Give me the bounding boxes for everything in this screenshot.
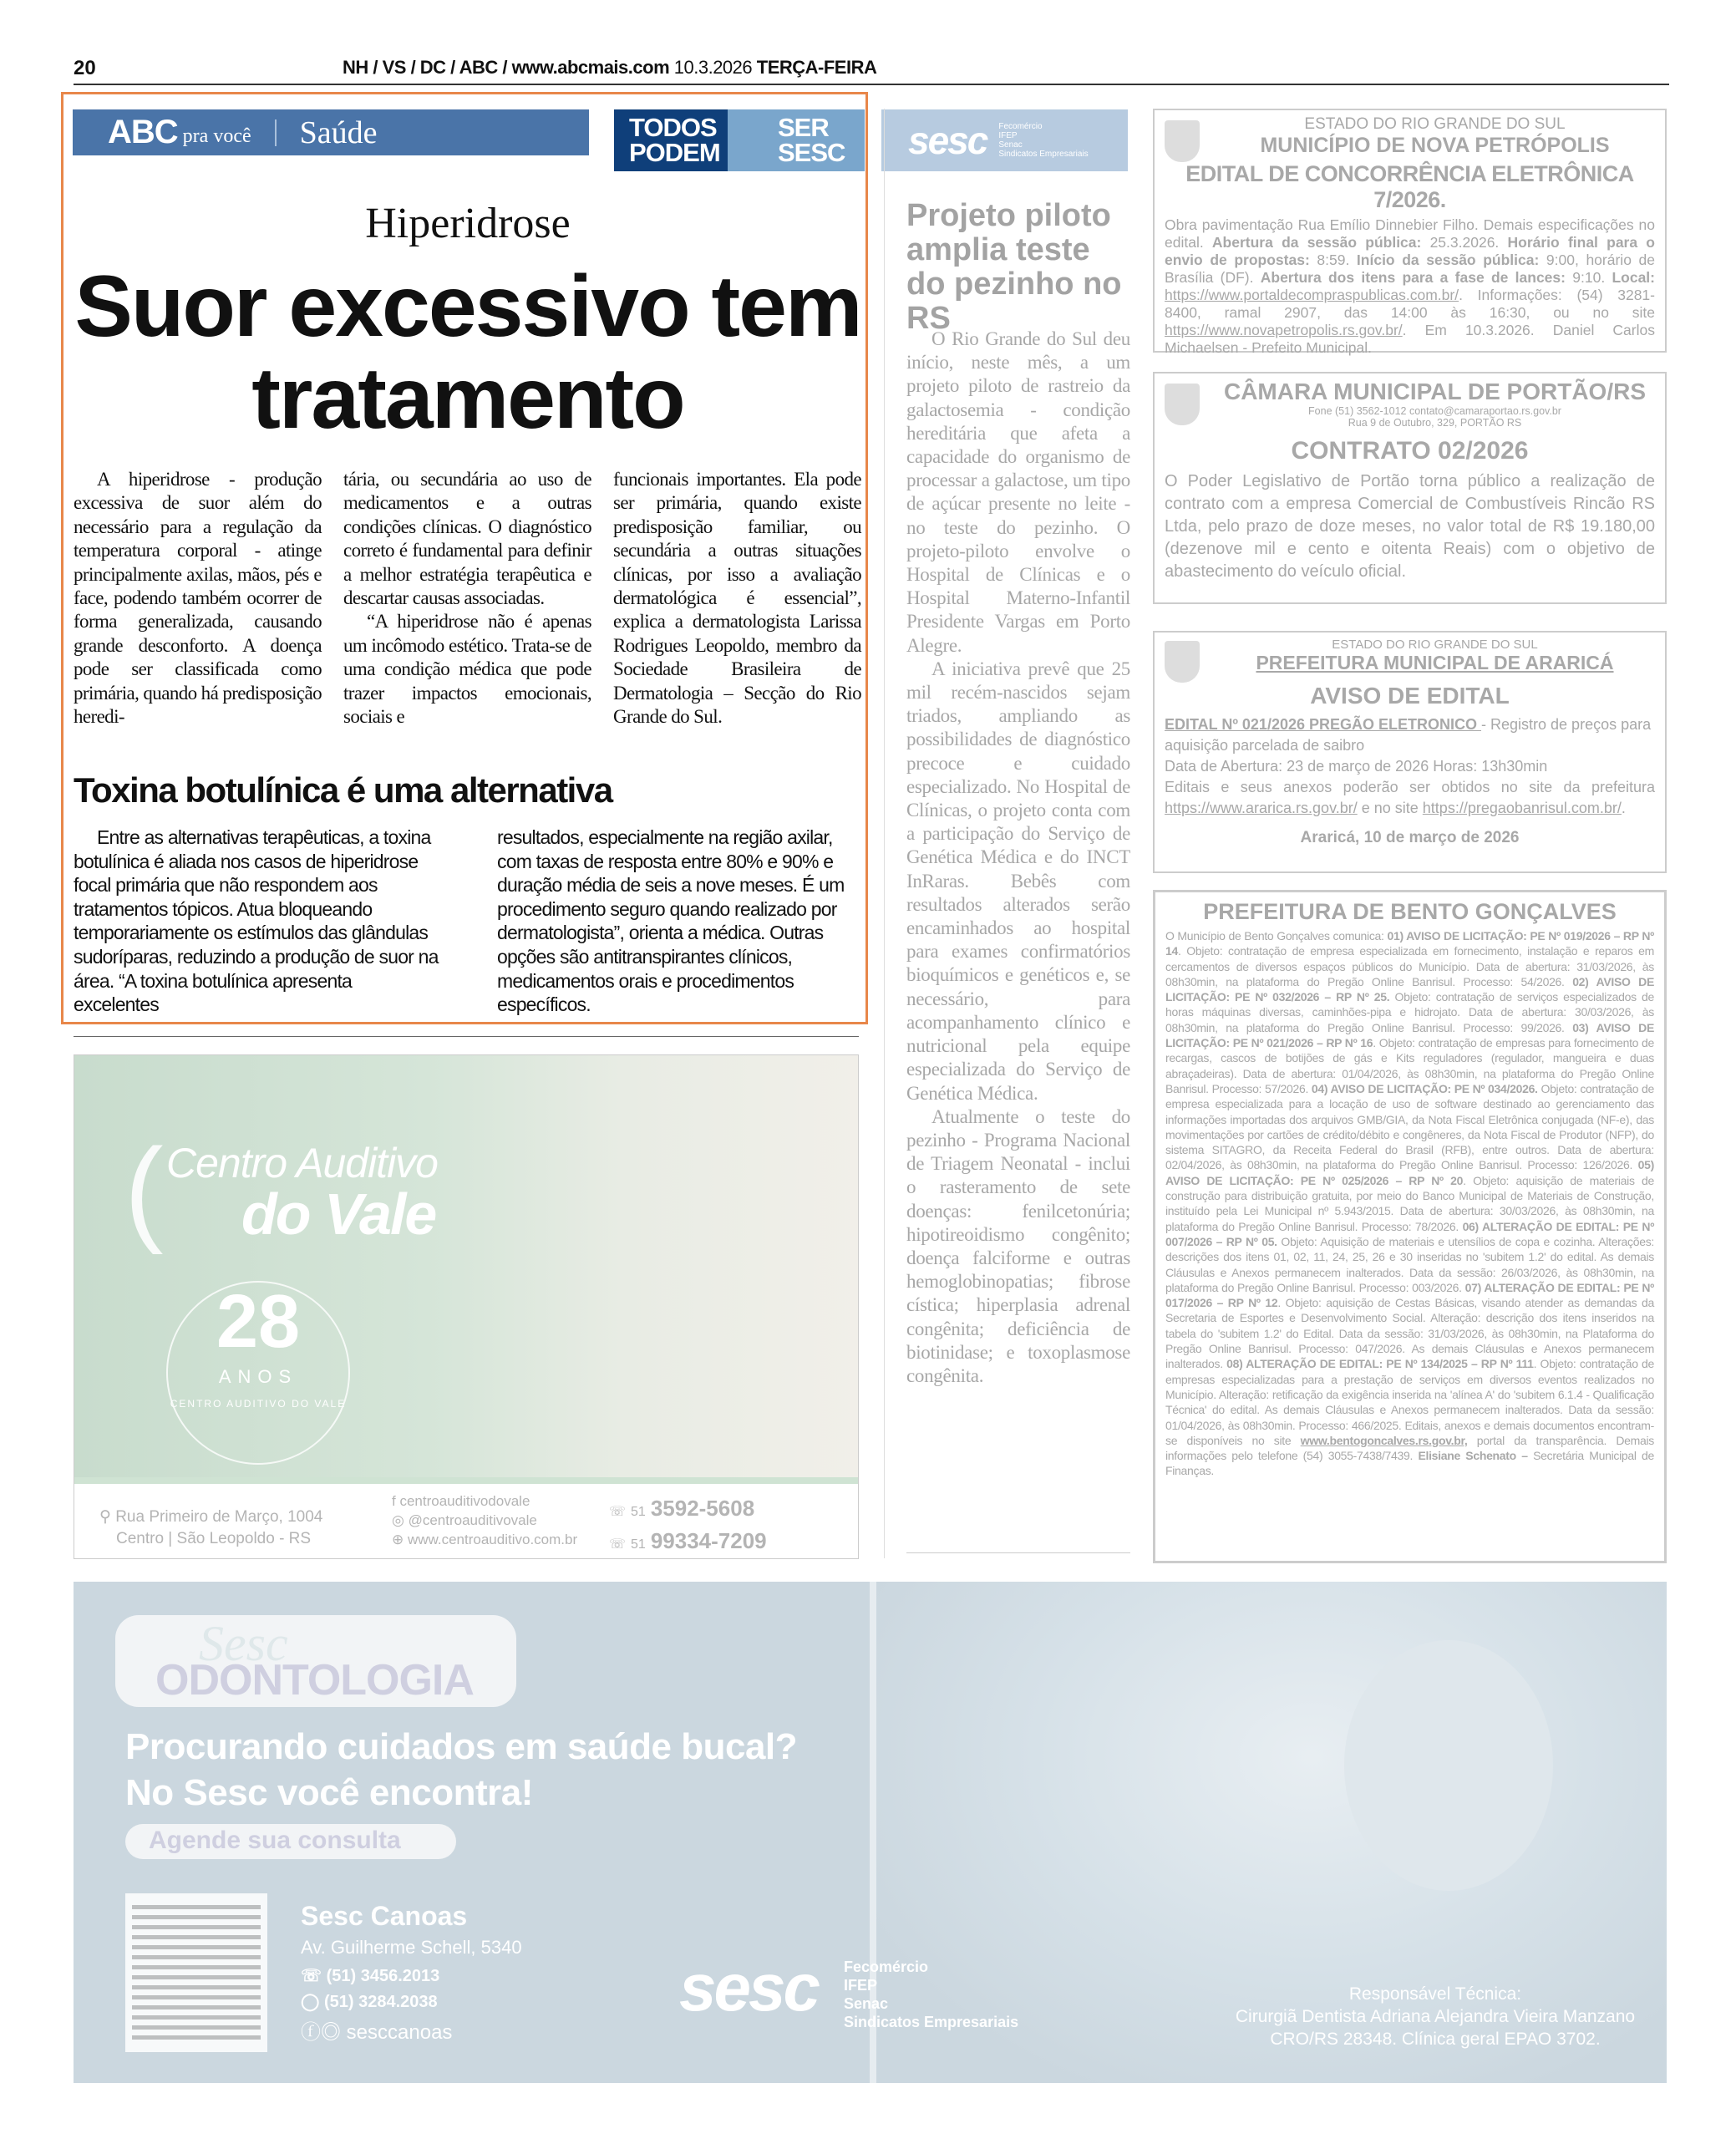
- notice-body: [1165, 928, 1654, 1479]
- notice-text: . Objeto: contratação de empresas especializadas para a prestação de serviços em diversos eventos realizados no Município. Alteração: retificação da exigência inserida na 'alínea A' do 'subitem 6.1.4 - Qualificação Técnica' do edital. As demais Cláusulas e Anexos permanecem inalterados. Data da sessão: 01/04/2026, às 08h30min. Processo: 466/2025. Editais, anexos e demais documentos encontram-se disponíveis no site: [1165, 1357, 1654, 1447]
- section-banner: [73, 109, 589, 155]
- notice-text: 8:59.: [1309, 251, 1357, 268]
- whatsapp-icon: ◯: [301, 1993, 324, 2011]
- paragraph: tária, ou secundária ao uso de medicamentos e a outras condições clínicas. O diagnóstico correto é fundamental para definir a melhor estratégia terapêutica e descartar causas associadas.: [343, 469, 591, 609]
- ad-contact: [301, 1901, 522, 2045]
- notice-camara-portao: [1153, 372, 1667, 604]
- todos-podem-logo: TODOS PODEM: [614, 109, 728, 171]
- notice-text: .: [1621, 800, 1626, 816]
- sesc-logo: sesc: [908, 119, 987, 162]
- article-headline: Suor excessivo tem tratamento: [74, 258, 861, 447]
- notice-text: O Município de Bento Gonçalves comunica:: [1165, 929, 1388, 942]
- globe-icon: ⊕: [392, 1532, 404, 1547]
- notice-text: . Objeto: contratação de empresa especializada em fornecimento, instalação e reparos em cercamentos de diversos espaços públicos do Município. Data de abertura: 31/03/2026, às 08h30min, na plataforma do Pregão Online Banrisul. Processo: 54/2026.: [1165, 944, 1654, 988]
- notice-text: Obra pavimentação Rua Emílio Dinnebier Filho. Demais especificações no edital.: [1165, 216, 1655, 251]
- ad-headline: [125, 1724, 797, 1816]
- cta-button[interactable]: Agende sua consulta: [125, 1824, 456, 1859]
- divider: [74, 1477, 858, 1484]
- area-code: 51: [631, 1505, 646, 1519]
- notice-text: 06) ALTERAÇÃO DE EDITAL: PE Nº 007/2026 – RP Nº 05.: [1165, 1219, 1655, 1248]
- headline-line: No Sesc você encontra!: [125, 1772, 533, 1813]
- paragraph: resultados, especialmente na região axilar, com taxas de resposta entre 80% e 90% e duração média de seis a nove meses. É um procedimento seguro quando realizado por dermatologista”, orienta a médica. Outras opções são antitranspirantes clínicos, medicamentos orais e procedimentos específicos.: [497, 826, 845, 1016]
- qr-code-icon[interactable]: [125, 1893, 267, 2052]
- masthead-sites: NH / VS / DC / ABC / www.abcmais.com: [343, 57, 670, 78]
- partner: Sindicatos Empresariais: [998, 150, 1089, 159]
- unit-name: Sesc Canoas: [301, 1901, 468, 1931]
- notice-text: Horário final para o envio de propostas:: [1165, 234, 1655, 268]
- notice-body: [1165, 714, 1655, 756]
- ad-sesc-odontologia[interactable]: [74, 1582, 1667, 2083]
- partner: Senac: [844, 1995, 889, 2012]
- brand-script: Sesc: [199, 1616, 288, 1671]
- masthead: [343, 57, 876, 79]
- ear-icon: (: [124, 1124, 164, 1255]
- facebook-icon: ⓕ: [301, 2021, 321, 2044]
- paragraph: Atualmente o teste do pezinho - Programa Nacional de Triagem Neonatal - inclui o rasteramento de sete doenças: fenilcetonúria; hipotireoidismo congênito; doença falciforme e outras hemoglobinopatias; fibrose cística; hiperplasia adrenal congênita; deficiência de biotinidase; e toxoplasmose congênita.: [906, 1105, 1130, 1386]
- subsection-body: [74, 826, 862, 1017]
- credit-line: Cirurgiã Dentista Adriana Alejandra Vieira Manzano: [1235, 2007, 1636, 2026]
- notice-text: 9:10.: [1565, 269, 1612, 286]
- sesc-partners: [998, 122, 1088, 159]
- notice-body: O Poder Legislativo de Portão torna público a realização de contrato com a empresa Comercial de Combustíveis Rincão RS Ltda, pelo prazo de doze meses, no valor total de R$ 19.180,00 (dezenove mil e cento e oitenta Reais) com o objetivo de abastecimento do veículo oficial.: [1165, 472, 1655, 581]
- ad-address: [99, 1506, 322, 1550]
- notice-state: ESTADO DO RIO GRANDE DO SUL: [1332, 638, 1538, 652]
- notice-date: Data de Abertura: 23 de março de 2026 Horas: 13h30min: [1165, 758, 1548, 775]
- notice-org: MUNICÍPIO DE NOVA PETRÓPOLIS: [1260, 134, 1610, 157]
- notice-contact: Fone (51) 3562-1012 contato@camaraportao.rs.gov.br: [1308, 405, 1561, 417]
- phone-number[interactable]: 3592-5608: [650, 1496, 755, 1521]
- ad-phones: [609, 1494, 767, 1559]
- crest-icon: [1165, 384, 1200, 425]
- notice-address: Rua 9 de Outubro, 329, PORTÃO RS: [1348, 417, 1522, 429]
- divider: [906, 1552, 1130, 1553]
- notice-text: 05) AVISO DE LICITAÇÃO: PE Nº 025/2026 – RP Nº 20: [1165, 1158, 1654, 1187]
- notice-link[interactable]: https://www.novapetropolis.rs.gov.br/: [1165, 322, 1403, 338]
- area-code: 51: [631, 1537, 646, 1552]
- partner: IFEP: [998, 131, 1018, 140]
- notice-link[interactable]: https://www.portaldecompraspublicas.com.br/: [1165, 287, 1459, 303]
- ad-brand-sub: do Vale: [241, 1181, 436, 1247]
- section-name: Saúde: [299, 114, 378, 150]
- notice-text: 02) AVISO DE LICITAÇÃO: PE Nº 032/2026 – RP Nº 25.: [1165, 974, 1654, 1004]
- side-article-headline: Projeto piloto amplia teste do pezinho no RS: [906, 198, 1122, 336]
- sesc-partners: [844, 1958, 1018, 2031]
- instagram-icon: ◎: [392, 1512, 404, 1528]
- notice-text: Abertura dos itens para a fase de lances:: [1260, 269, 1566, 286]
- notice-text: . Objeto: contratação de empresas para fornecimento de recargas, cascos de botijões de gás e Kits reguladores (regulador, mangueira e duas abraçadeiras). Data de abertura: 01/04/2026, às 08h30min, na plataforma do Pregão Online Banrisul. Processo: 57/2026.: [1165, 1036, 1654, 1095]
- notice-text: Abertura da sessão pública:: [1211, 234, 1422, 251]
- notice-link[interactable]: https://www.ararica.rs.gov.br/: [1165, 800, 1358, 816]
- address-line: Centro | São Leopoldo - RS: [116, 1530, 312, 1547]
- notice-text: Início da sessão pública:: [1356, 251, 1540, 268]
- ad-centro-auditivo[interactable]: [74, 1054, 859, 1559]
- ad-brand: Centro Auditivo: [166, 1140, 438, 1186]
- address-line: Rua Primeiro de Março, 1004: [115, 1508, 323, 1526]
- notice-text: - Registro de preços para aquisição parcelada de saibro: [1165, 716, 1652, 754]
- article-kicker: Hiperidrose: [365, 200, 571, 247]
- paragraph: Entre as alternativas terapêuticas, a toxina botulínica é aliada nos casos de hiperidrose focal primária que não respondem aos tratamentos tópicos. Atua bloqueando temporariamente os estímulos das glândulas sudoríparas, reduzindo a produção de suor na área. “A toxina botulínica apresenta excelentes: [74, 826, 439, 1016]
- facebook-handle[interactable]: centroauditivodovale: [399, 1493, 530, 1509]
- notice-text: Objeto: Aquisição de materiais e utensílios de copa e cozinha. Alterações: descrições dos itens 01, 02, 11, 24, 25, 26 e 30 inseridas no 'subitem 1.2' do edital. As demais Cláusulas e Anexos permanecem inalterados. Data da sessão: 26/03/2026, às 08h30min, na plataforma do Pregão Online Banrisul. Processo: 003/2026.: [1165, 1234, 1654, 1294]
- phone-number[interactable]: 99334-7209: [650, 1528, 767, 1553]
- notice-text: Objeto: contratação de serviços especializados de horas máquinas diversas, caminhões-pipa e hidrojato. Data de abertura: 30/03/2026, às 08h30min, na plataforma do Pregão Online Banrisul. Processo: 99/2026.: [1165, 990, 1654, 1034]
- whatsapp-number[interactable]: (51) 3284.2038: [323, 1993, 438, 2011]
- website-link[interactable]: www.centroauditivo.com.br: [407, 1532, 578, 1547]
- notice-link[interactable]: EDITAL Nº 021/2026 PREGÃO ELETRONICO: [1165, 716, 1482, 733]
- notice-title: CONTRATO 02/2026: [1291, 437, 1529, 465]
- notice-text: portal da transparência. Demais informações pelo telefone (54) 3055-7438/7439.: [1165, 1433, 1654, 1463]
- notice-link[interactable]: https://pregaobanrisul.com.br/: [1422, 800, 1622, 816]
- seal-text: CENTRO AUDITIVO DO VALE: [170, 1398, 347, 1410]
- masthead-date: 10.3.2026: [673, 57, 753, 78]
- notice-nova-petropolis: [1153, 109, 1667, 356]
- social-handle[interactable]: sesccanoas: [346, 2021, 453, 2044]
- partner: IFEP: [844, 1977, 878, 1994]
- credit-line: Responsável Técnica:: [1348, 1984, 1522, 2004]
- dentist-photo: [1344, 1640, 1553, 1891]
- divider: [74, 1036, 859, 1037]
- article-body: [74, 468, 862, 729]
- phone-number[interactable]: (51) 3456.2013: [326, 1967, 440, 1985]
- notice-text: 25.3.2026.: [1421, 234, 1508, 251]
- paragraph: funcionais importantes. Ela pode ser primária, quando existe predisposição familiar, ou secundária a outras situações clínicas, por isso a avaliação dermatológica é essencial”, explica a dermatologista Larissa Rodrigues Leopoldo, membro da Sociedade Brasileira de Dermatologia – Secção do Rio Grande do Sul.: [613, 469, 861, 728]
- divider: [275, 119, 277, 146]
- notice-text: . Objeto: aquisição de Cestas Básicas, visando atender as demandas da Secretaria de Esportes e Desenvolvimento Social. Alteração: descrição dos itens inseridos na tabela do 'subitem 1.2' do Edital. Data da sessão: 31/03/2026, às 08h30min, na Plataforma do Pregão Online Banrisul. Processo: 047/2026. As demais Cláusulas e Anexos permanecem inalterados.: [1165, 1296, 1655, 1371]
- crest-icon: [1165, 641, 1200, 683]
- notice-text: e no site: [1357, 800, 1423, 816]
- article-subhead: Toxina botulínica é uma alternativa: [74, 770, 612, 810]
- ad-social: [392, 1491, 577, 1549]
- notice-text: 01) AVISO DE LICITAÇÃO: PE Nº 019/2026 – RP Nº 14: [1165, 929, 1654, 958]
- credit-line: CRO/RS 28348. Clínica geral EPAO 3702.: [1270, 2030, 1601, 2049]
- notice-text: 07) ALTERAÇÃO DE EDITAL: PE Nº 017/2026 – RP Nº 12: [1165, 1280, 1654, 1310]
- notice-bento-goncalves: [1153, 890, 1667, 1563]
- notice-text: Objeto: contratação de empresa especializada para a locação de uso de software destinado ao gerenciamento das informações importadas dos arquivos GMB/GIA, da Nota Fiscal Eletrônica conjugada (NF-e), das movimentações por cartões de crédito/débito e congêneres, da Nota Fiscal de Produtor (NFP), do sistema SITAGRO, da Receita Federal do Brasil (RFB), entre outros. Data de abertura: 02/04/2026, às 08h30min, na plataforma do Pregão Online Banrisul. Processo: 126/2026.: [1165, 1081, 1654, 1172]
- notice-text: . Objeto: aquisição de materiais de construção para distribuição gratuita, por meio do Banco Municipal de Materiais de Construção, instituído pela Lei Municipal nº 5.943/2015. Data de abertura: 30/03/2026, às 08h30min, na plataforma do Pregão Online Banrisul. Processo: 78/2026.: [1165, 1173, 1654, 1233]
- notice-text: Secretária Municipal de Finanças.: [1165, 1449, 1654, 1478]
- brand: ABC: [108, 114, 178, 150]
- notice-text: Local:: [1612, 269, 1655, 286]
- notice-text: 08) ALTERAÇÃO DE EDITAL: PE Nº 134/2025 – RP Nº 111: [1226, 1357, 1534, 1371]
- notice-link[interactable]: www.bentogoncalves.rs.gov.br,: [1300, 1433, 1468, 1447]
- paragraph: A iniciativa prevê que 25 mil recém-nascidos sejam triados, ampliando as possibilidades de diagnóstico precoce e cuidado especializado. No Hospital de Clínicas, o projeto conta com a participação do Serviço de Genética Médica e do INCT InRaras. Bebês com resultados alterados serão encaminhados ao hospital para exames confirmatórios bioquímicos e genéticos e, se necessário, para acompanhamento clínico e nutricional pela equipe especializada do Serviço de Genética Médica.: [906, 658, 1130, 1104]
- notice-text: . Informações: (54) 3281-8400, ramal 2907, das 14:00 às 16:30, ou no site: [1165, 287, 1655, 321]
- notice-sign: Araricá, 10 de março de 2026: [1300, 829, 1520, 846]
- paragraph: A hiperidrose - produção excessiva de suor além do necessário para a regulação da temperatura corporal - atinge principalmente axilas, mãos, pés e face, podendo também ocorrer de forma generalizada, causando grande desconforto. A doença pode ser classificada como primária, quando há predisposição heredi-: [74, 469, 322, 728]
- headline-line: Procurando cuidados em saúde bucal?: [125, 1726, 798, 1767]
- notice-title: PREFEITURA DE BENTO GONÇALVES: [1203, 899, 1617, 924]
- years-label: ANOS: [218, 1366, 298, 1387]
- sesc-logo: sesc: [679, 1950, 818, 2025]
- paragraph: O Rio Grande do Sul deu início, neste mês, a um projeto piloto de rastreio da galactosemia - condição hereditária que afeta a capacidade do organismo de processar a galactose, um tipo de açúcar presente no leite - no teste do pezinho. O projeto-piloto envolve o Hospital de Clínicas e o Hospital Materno-Infantil Presidente Vargas em Porto Alegre.: [906, 328, 1130, 656]
- crest-icon: [1165, 120, 1200, 162]
- partner: Sindicatos Empresariais: [844, 2014, 1019, 2030]
- phone-icon: ☏: [609, 1505, 627, 1519]
- notice-text: 03) AVISO DE LICITAÇÃO: PE Nº 021/2026 – RP Nº 16: [1165, 1020, 1654, 1050]
- notice-title: EDITAL DE CONCORRÊNCIA ELETRÔNICA 7/2026.: [1185, 161, 1634, 212]
- paragraph: “A hiperidrose não é apenas um incômodo estético. Trata-se de uma condição médica que pode trazer impactos emocionais, sociais e: [343, 611, 591, 728]
- phone-icon: ☏: [301, 1967, 327, 1985]
- notice-text: 04) AVISO DE LICITAÇÃO: PE Nº 034/2026.: [1311, 1081, 1538, 1095]
- responsible-credit: [1168, 1983, 1703, 2050]
- notice-ararica: [1153, 631, 1667, 873]
- location-pin-icon: ⚲: [99, 1508, 111, 1526]
- brand-name: ODONTOLOGIA: [155, 1656, 474, 1705]
- notice-text: Editais e seus anexos poderão ser obtidos no site da prefeitura: [1165, 779, 1655, 795]
- phone-icon: ☏: [609, 1537, 627, 1552]
- column-rule: [884, 109, 885, 1558]
- sesc-banner: [881, 109, 1128, 171]
- facebook-icon: f: [392, 1493, 396, 1509]
- unit-address: Av. Guilherme Schell, 5340: [301, 1937, 522, 1958]
- notice-org: PREFEITURA MUNICIPAL DE ARARICÁ: [1256, 652, 1614, 673]
- ser-sesc-logo: SER SESC: [728, 109, 865, 171]
- notice-body: [1165, 216, 1655, 357]
- years: 28: [216, 1280, 301, 1364]
- partner: Fecomércio: [844, 1959, 929, 1975]
- notice-body: [1165, 777, 1655, 819]
- notice-state: ESTADO DO RIO GRANDE DO SUL: [1304, 115, 1566, 133]
- notice-text: 9:00, horário de Brasília (DF).: [1165, 251, 1655, 286]
- instagram-icon: ◎: [321, 2021, 347, 2044]
- partner: Fecomércio: [998, 122, 1043, 131]
- page-number: 20: [74, 57, 96, 79]
- notice-text: Elisiane Schenato –: [1418, 1449, 1528, 1463]
- side-article-body: [906, 328, 1130, 1388]
- instagram-handle[interactable]: @centroauditivovale: [408, 1512, 537, 1528]
- masthead-weekday: TERÇA-FEIRA: [756, 57, 877, 78]
- header-rule: [74, 84, 1669, 85]
- partner: Senac: [998, 140, 1023, 150]
- notice-title: AVISO DE EDITAL: [1310, 683, 1510, 709]
- notice-org: CÂMARA MUNICIPAL DE PORTÃO/RS: [1223, 379, 1647, 404]
- notice-text: . Em 10.3.2026. Daniel Carlos Michaelsen - Prefeito Municipal.: [1165, 322, 1655, 356]
- brand-sub: pra você: [182, 125, 251, 147]
